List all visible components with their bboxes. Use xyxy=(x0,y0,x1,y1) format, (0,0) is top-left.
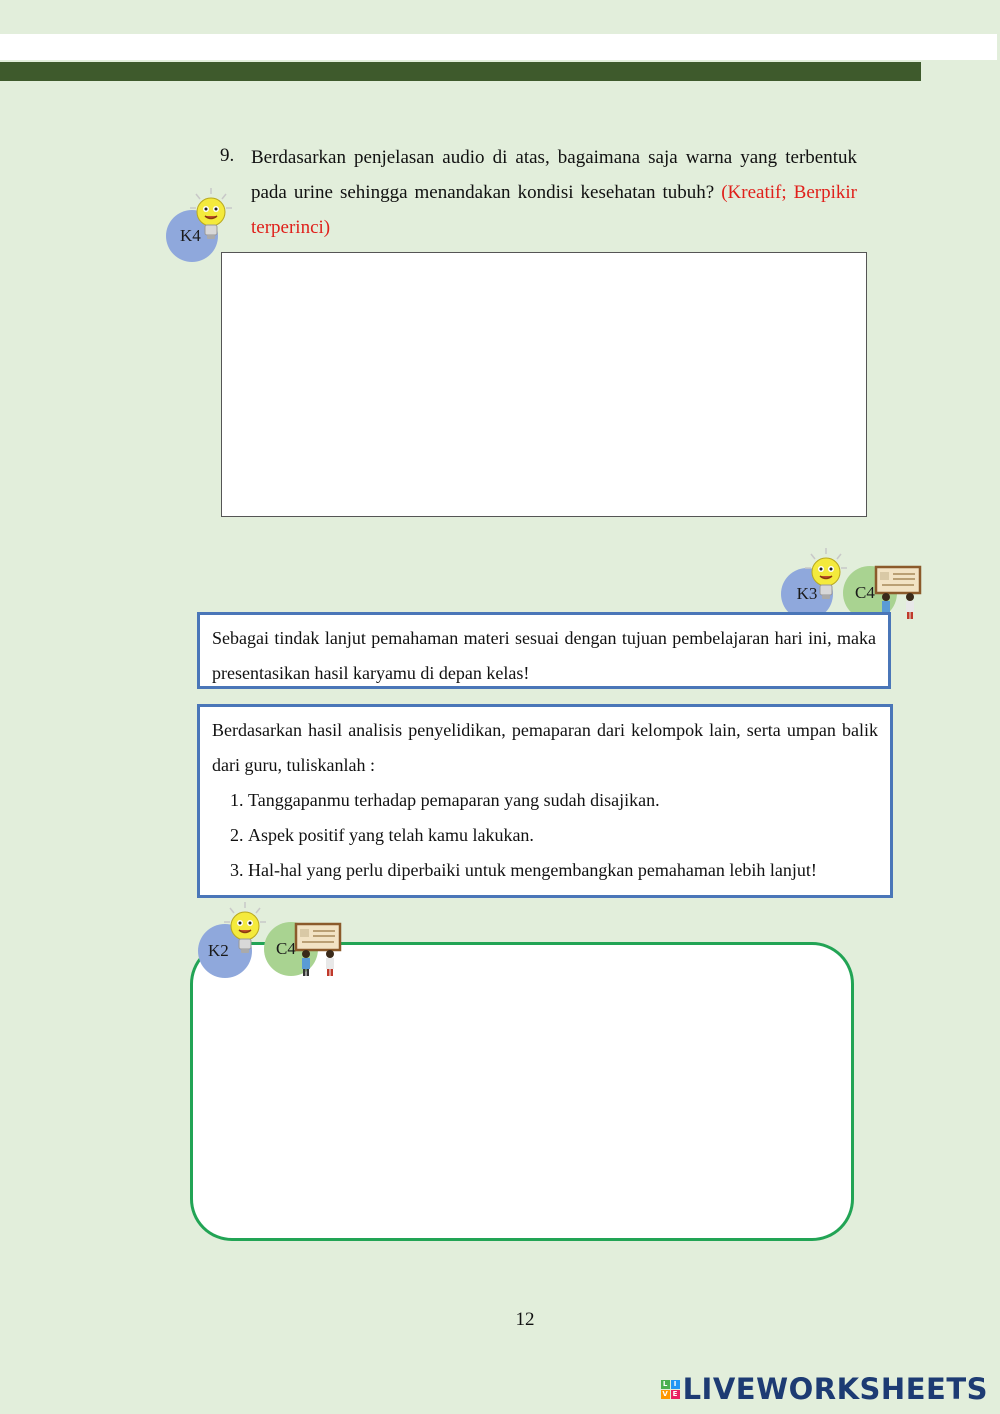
question-number: 9. xyxy=(220,145,235,166)
answer-box-question-9[interactable] xyxy=(221,252,867,517)
lightbulb-icon xyxy=(222,900,268,962)
lightbulb-icon xyxy=(803,546,849,608)
reflection-list xyxy=(212,783,878,888)
question-body: Berdasarkan penjelasan audio di atas, bagaimana saja warna yang terbentuk pada urine sehingga menandakan kondisi kesehatan tubuh? xyxy=(251,147,857,203)
list-item: 3. Hal-hal yang perlu diperbaiki untuk mengembangkan pemahaman lebih lanjut! xyxy=(248,853,878,888)
question-tag: (Kreatif; Berpikir terperinci) xyxy=(251,182,857,238)
presentation-board-icon xyxy=(290,920,348,978)
list-item: 2. Aspek positif yang telah kamu lakukan. xyxy=(248,818,878,853)
badge-k4-label: K4 xyxy=(180,226,201,245)
liveworksheets-logo-text: LIVEWORKSHEETS xyxy=(682,1372,988,1406)
lightbulb-icon xyxy=(188,186,234,248)
instruction-presentation-text: Sebagai tindak lanjut pemahaman materi sesuai dengan tujuan pembelajaran hari ini, maka presentasikan hasil karyamu di depan kelas! xyxy=(212,628,876,683)
liveworksheets-logo-icon: L I V E xyxy=(661,1380,680,1399)
instruction-box-reflection xyxy=(197,704,893,898)
instruction-reflection-intro: Berdasarkan hasil analisis penyelidikan, pemaparan dari kelompok lain, serta umpan balik dari guru, tuliskanlah : xyxy=(212,720,878,775)
list-item: 1. Tanggapanmu terhadap pemaparan yang sudah disajikan. xyxy=(248,783,878,818)
answer-box-reflection[interactable] xyxy=(190,942,854,1241)
instruction-box-presentation xyxy=(197,612,891,689)
page-number: 12 xyxy=(515,1309,535,1330)
badge-c4-bottom-label: C4 xyxy=(276,939,296,958)
header-white-strip xyxy=(0,34,997,60)
header-green-bar xyxy=(0,62,921,81)
badge-c4-top-label: C4 xyxy=(855,583,875,602)
badge-k3-label: K3 xyxy=(796,584,818,603)
badge-k2-label: K2 xyxy=(208,941,229,960)
question-text xyxy=(251,140,857,245)
liveworksheets-logo xyxy=(661,1372,988,1406)
